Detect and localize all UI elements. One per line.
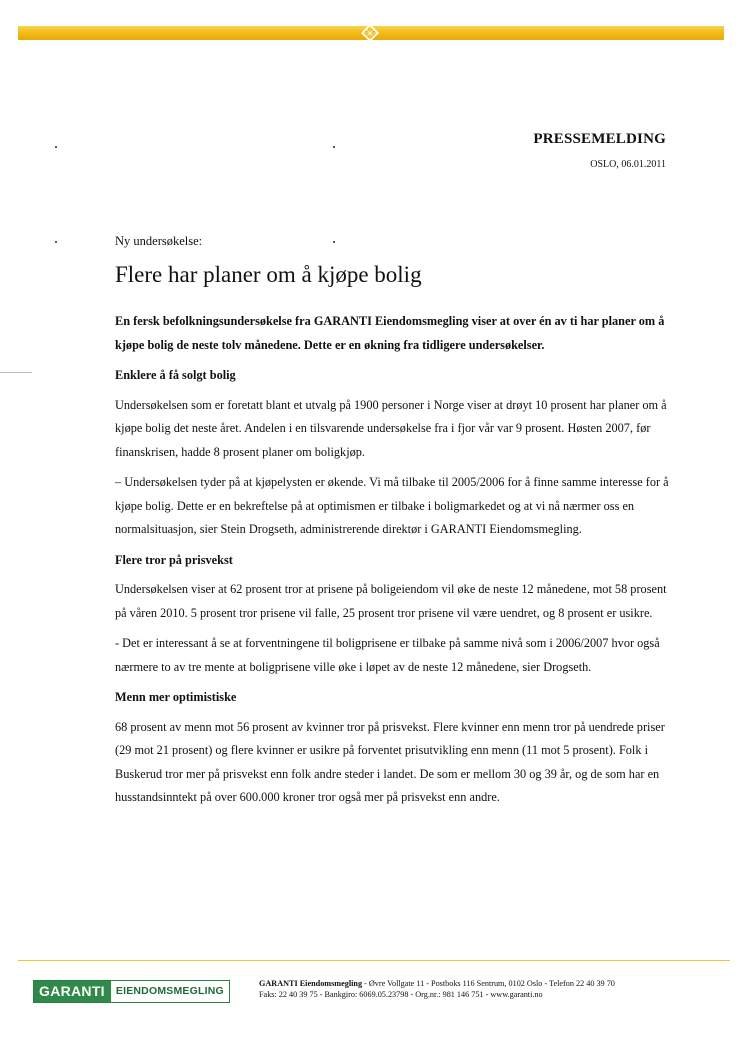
paragraph: - Det er interessant å se at forventningene til boligprisene er tilbake på samme nivå som i 2006/2007 hvor også nærmere to av tre mente at boligprisene ville øke i løpet av de neste 12 månedene, sier Drogseth. xyxy=(115,636,660,674)
intro-label: Ny undersøkelse: xyxy=(115,234,203,248)
section-heading: Menn mer optimistiske xyxy=(115,690,237,704)
margin-fold-mark xyxy=(0,372,32,373)
marker-dot xyxy=(333,241,335,243)
paragraph: Undersøkelsen viser at 62 prosent tror at prisene på boligeiendom vil øke de neste 12 månedene, mot 58 prosent på våren 2010. 5 prosent tror prisene vil falle, 25 prosent tror prisene vil være uendret, og 8 prosent er usikre. xyxy=(115,582,667,620)
marker-dot xyxy=(55,146,57,148)
press-release-label: PRESSEMELDING xyxy=(533,131,666,147)
diamond-logo-icon xyxy=(361,24,379,42)
garanti-logo xyxy=(33,980,230,1003)
footer-line-2: Faks: 22 40 39 75 - Bankgiro: 6069.05.23798 - Org.nr.: 981 146 751 - www.garanti.no xyxy=(259,989,543,999)
section-heading: Enklere å få solgt bolig xyxy=(115,368,236,382)
footer-divider xyxy=(18,960,730,961)
footer-contact xyxy=(259,979,615,1000)
marker-dot xyxy=(55,241,57,243)
footer-company-name: GARANTI Eiendomsmegling xyxy=(259,979,363,988)
location-date: OSLO, 06.01.2011 xyxy=(590,159,666,170)
logo-primary-text: GARANTI xyxy=(34,981,111,1002)
footer-address: - Øvre Vollgate 11 - Postboks 116 Sentrum, 0102 Oslo - Telefon 22 40 39 70 xyxy=(362,979,615,988)
paragraph: – Undersøkelsen tyder på at kjøpelysten er økende. Vi må tilbake til 2005/2006 for å finne samme interesse for å kjøpe bolig. Dette er en bekreftelse på at optimismen er tilbake i boligmarkedet og at vi nå nærmer oss en normalsituasjon, sier Stein Drogseth, administrerende direktør i GARANTI Eiendomsmegling. xyxy=(115,475,669,536)
footer-line-1 xyxy=(259,979,615,990)
article-body xyxy=(115,310,670,817)
paragraph: Undersøkelsen som er foretatt blant et utvalg på 1900 personer i Norge viser at drøyt 10 prosent har planer om å kjøpe bolig det neste året. Andelen i en tilsvarende undersøkelse fra i fjor vår var 9 prosent. Høsten 2007, før finanskrisen, hadde 8 prosent planer om boligkjøp. xyxy=(115,397,667,459)
logo-secondary-text: EIENDOMSMEGLING xyxy=(111,981,229,1002)
section-heading: Flere tror på prisvekst xyxy=(115,552,233,567)
paragraph: 68 prosent av menn mot 56 prosent av kvinner tror på prisvekst. Flere kvinner enn menn tror på uendrede priser (29 mot 21 prosent) og flere kvinner er usikre på forventet prisutvikling enn menn (11 mot 5 prosent). Folk i Buskerud tror mer på prisvekst enn folk andre steder i landet. De som er mellom 30 og 39 år, og de som har en husstandsinntekt på over 600.000 kroner tror også mer på prisvekst enn andre. xyxy=(115,719,665,804)
headline: Flere har planer om å kjøpe bolig xyxy=(115,262,422,287)
lead-paragraph: En fersk befolkningsundersøkelse fra GARANTI Eiendomsmegling viser at over én av ti har planer om å kjøpe bolig de neste tolv månedene. Dette er en økning fra tidligere undersøkelser. xyxy=(115,314,665,352)
marker-dot xyxy=(333,146,335,148)
